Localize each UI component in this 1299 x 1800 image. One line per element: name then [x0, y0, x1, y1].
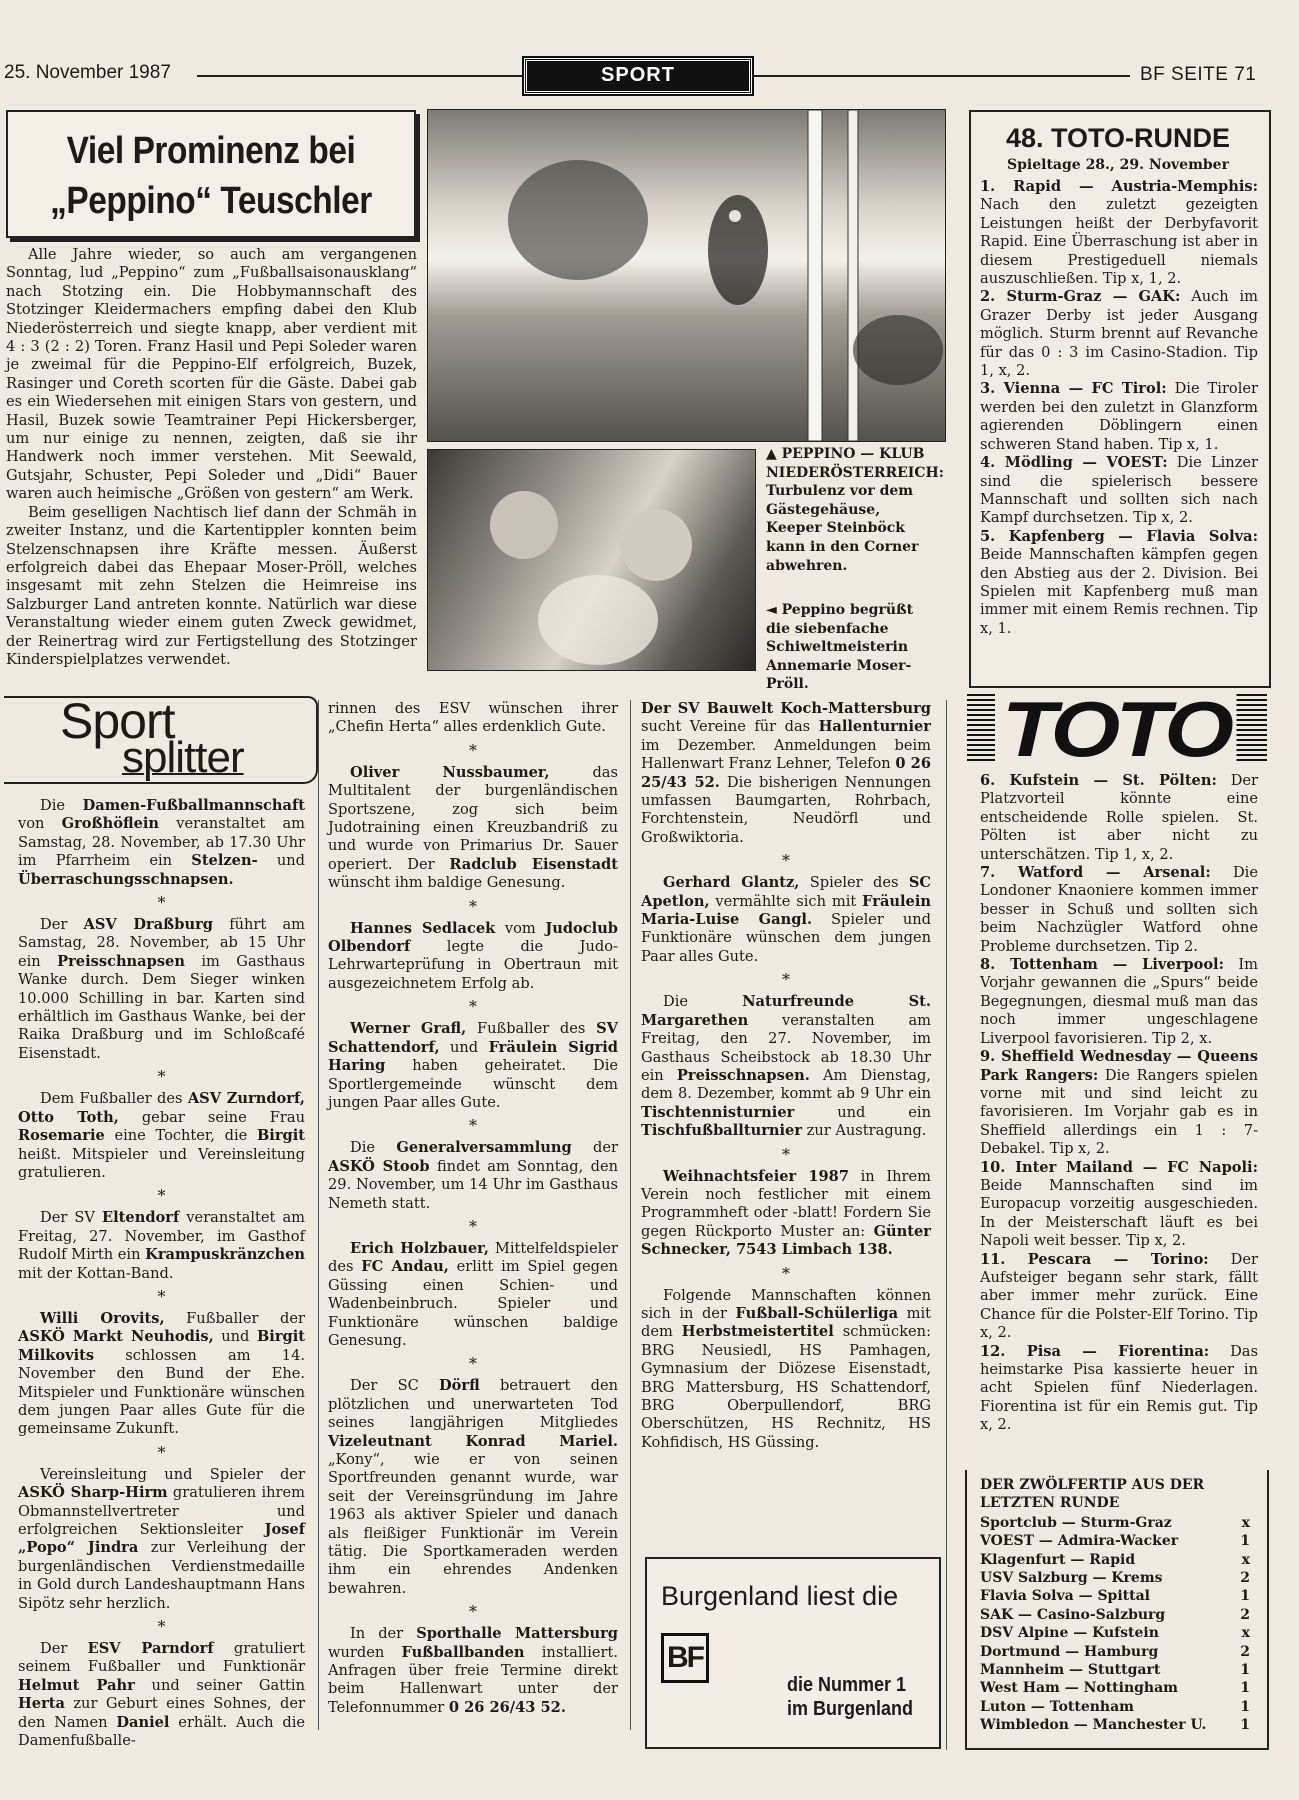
toto-match: 2. Sturm-Graz — GAK: — [980, 288, 1181, 306]
news-item: Erich Holzbauer, Mittelfeldspieler des FC Andau, erlitt im Spiel gegen Güssing einen Schien- und Wadenbeinbruch. Spieler und Funktionäre wünschen baldige Genesung. — [328, 1239, 619, 1349]
news-item: Dem Fußballer des ASV Zurndorf, Otto Toth, gebar seine Frau Rosemarie eine Tochter, die Birgit heißt. Mitspieler und Vereinsleitung gratulieren. — [18, 1090, 305, 1181]
separator-star: * — [782, 1263, 790, 1283]
toto-result-tip: 2 — [1240, 1643, 1250, 1660]
toto-match: 7. Watford — Arsenal: — [980, 864, 1211, 882]
toto-result-tip: x — [1241, 1514, 1250, 1531]
separator-star: * — [469, 896, 477, 916]
toto-result-match: West Ham — Nottingham — [980, 1680, 1178, 1697]
toto-result-tip: 1 — [1240, 1698, 1250, 1715]
ad-slogan-2: im Burgenland — [787, 1698, 914, 1720]
news-item: Hannes Sedlacek vom Judoclub Olbendorf legte die Judo-Lehrwarteprüfung in Obertraun mit ausgezeichnetem Erfolg ab. — [328, 919, 619, 992]
toto-result-match: USV Salzburg — Krems — [980, 1570, 1163, 1587]
separator-star: * — [157, 1442, 166, 1462]
separator-star: * — [157, 893, 166, 913]
sportsplitter-word1: Sport — [60, 693, 175, 749]
toto-match: 4. Mödling — VOEST: — [980, 454, 1168, 472]
ad-tagline: Burgenland liest die — [661, 1581, 899, 1611]
news-item: Der SC Dörfl betrauert den plötzlichen und unerwarteten Tod seines langjährigen Mitgliedes Vizeleutnant Konrad Mariel. „Kony“, wie er von seinen Sportfreunden genannt wurde, war seit der Vereinsgründung im Jahre 1963 als aktiver Spieler und danach als fleißiger Funktionär im Verein tätig. Die Sportkameraden werden ihm ein ehrendes Andenken bewahren. — [328, 1377, 618, 1597]
portrait-scene-graphic — [428, 450, 755, 670]
column-rule — [946, 700, 947, 1750]
toto-result-tip: 1 — [1240, 1588, 1250, 1605]
separator-star: * — [157, 1067, 166, 1087]
separator-star: * — [469, 1602, 477, 1622]
toto-comment: Beide Mannschaften sind im Europacup vorzeitig ausgeschieden. In der Meisterschaft läuft es bei Napoli weit besser. Tip x, 2. — [980, 1176, 1258, 1250]
separator-star: * — [157, 1617, 166, 1637]
separator-star: * — [469, 740, 477, 760]
toto-match: 10. Inter Mailand — FC Napoli: — [980, 1158, 1258, 1176]
toto-result-match: Dortmund — Hamburg — [980, 1643, 1159, 1660]
toto-comment: Beide Mannschaften kämpfen gegen den Abstieg aus der 2. Division. Bei Spielen mit Kapfenberg muß man immer mit einem Remis rechnen. Tip x, 1. — [980, 546, 1258, 637]
news-item: rinnen des ESV wünschen ihrer „Chefin Herta“ alles erdenklich Gute. — [328, 700, 618, 736]
news-item: Vereinsleitung und Spieler der ASKÖ Sharp-Hirm gratulieren ihrem Obmannstellvertreter und erfolgreichen Sektionsleiter Josef „Popo“ Jindra zur Verleihung der burgenländischen Verdienstmedaille in Gold durch Landeshauptmann Hans Sipötz sehr herzlich. — [18, 1465, 305, 1612]
separator-star: * — [469, 1116, 477, 1136]
separator-star: * — [469, 1354, 477, 1374]
lead-paragraph: Beim geselligen Nachtisch lief dann der Schmäh in zweiter Instanz, und die Kartentippler konnten beim Stelzenschnapsen ihre Kräfte messen. Äußerst erfolgreich dabei das Ehepaar Moser-Pröll, welches insgesamt mit zehn Stelzen die Heimreise ins Salzburger Land antreten konnte. Natürlich war diese Veranstaltung wieder einem guten Zweck gewidmet, der Reinertrag wird zur Fertigstellung des Stotzinger Kinderspielplatzes verwendet. — [6, 503, 417, 668]
lead-headline-box — [6, 110, 416, 238]
toto-item — [980, 1048, 1258, 1158]
toto-comment: Die Linzer sind die spielerisch bessere Mannschaft und sollten sich nach Kampf durchsetzen. Tip x, 2. — [980, 454, 1258, 527]
toto-title: 48. TOTO-RUNDE — [1005, 123, 1231, 153]
separator-star: * — [157, 1286, 166, 1306]
toto-result-match: Sportclub — Sturm-Graz — [980, 1514, 1172, 1531]
toto-item — [980, 1251, 1258, 1343]
toto-result-tip: 2 — [1240, 1606, 1250, 1623]
toto-item — [980, 380, 1258, 454]
separator-star: * — [469, 1216, 477, 1236]
toto-result-tip: x — [1241, 1551, 1250, 1568]
toto-match: 8. Tottenham — Liverpool: — [980, 956, 1224, 974]
toto-result-match: Flavia Solva — Spittal — [980, 1588, 1150, 1605]
football-scene-graphic — [428, 110, 945, 441]
toto-match: 6. Kufstein — St. Pölten: — [980, 772, 1217, 789]
toto-match: 1. Rapid — Austria-Memphis: — [980, 178, 1258, 195]
news-item: Die Naturfreunde St. Margarethen veranstalten am Freitag, den 27. November, im Gasthaus Scheibstock ab 18.30 Uhr ein Preisschnapsen. Am Dienstag, dem 8. Dezember, kommt ab 9 Uhr ein Tischtennisturnier und ein Tischfußballturnier zur Austragung. — [641, 993, 931, 1140]
toto-result-tip: x — [1241, 1625, 1250, 1642]
news-item: Der ESV Parndorf gratuliert seinem Fußballer und Funktionär Helmut Pahr und seiner Gattin Herta zur Geburt eines Sohnes, der den Namen Daniel erhält. Auch die Damenfußballe- — [18, 1640, 306, 1750]
news-item: Willi Orovits, Fußballer der ASKÖ Markt Neuhodis, und Birgit Milkovits schlossen am 14. November den Bund der Ehe. Mitspieler und Funktionäre wünschen dem jungen Paar alles Gute für die gemeinsame Zukunft. — [18, 1309, 305, 1438]
issue-date: 25. November 1987 — [4, 62, 171, 83]
news-item: Die Damen-Fußballmannschaft von Großhöflein veranstaltet am Samstag, 28. November, ab 17.30 Uhr im Pfarrheim ein Stelzen- und Überraschungsschnapsen. — [18, 797, 305, 888]
lead-headline-line2: „Peppino“ Teuschler — [50, 180, 372, 222]
toto-result-tip: 1 — [1240, 1717, 1250, 1734]
toto-comment: Das heimstarke Pisa kassierte heuer in acht Spielen fünf Niederlagen. Fiorentina ist für ein Remis gut. Tip x, 2. — [980, 1342, 1258, 1434]
toto-results-title: DER ZWÖLFERTIP AUS DER LETZTEN RUNDE — [980, 1477, 1205, 1512]
toto-result-match: DSV Alpine — Kufstein — [980, 1625, 1159, 1642]
toto-result-match: VOEST — Admira-Wacker — [980, 1533, 1179, 1550]
toto-item — [980, 864, 1258, 956]
news-item: Oliver Nussbaumer, das Multitalent der burgenländischen Sportszene, zog sich beim Judotraining einen Kreuzbandriß zu und wurde von Primarius Dr. Sauer operiert. Der Radclub Eisenstadt wünscht ihm baldige Genesung. — [328, 763, 618, 892]
page-number: BF SEITE 71 — [1140, 64, 1257, 85]
splitter-column-2 — [328, 700, 618, 1717]
news-item: Der ASV Draßburg führt am Samstag, 28. November, ab 15 Uhr ein Preisschnapsen im Gasthaus Wanke durch. Dem Sieger winken 10.000 Schilling in bar. Karten sind erhältlich im Gasthaus Wanke, bei der Raika Draßburg und im Schloßcafé Eisenstadt. — [18, 916, 306, 1062]
news-item: Die Generalversammlung der ASKÖ Stoob findet am Sonntag, den 29. November, um 14 Uhr im Gasthaus Nemeth statt. — [328, 1139, 618, 1212]
toto-result-match: Klagenfurt — Rapid — [980, 1551, 1136, 1568]
lead-body — [6, 246, 417, 669]
section-label: SPORT — [524, 58, 752, 94]
sportsplitter-word2: splitter — [122, 733, 244, 782]
photo-caption-1: ▲ PEPPINO — KLUB NIEDERÖSTERREICH: Turbulenz vor dem Gästegehäuse, Keeper Steinböck kann in den Corner abwehren. — [766, 446, 944, 574]
header-rule-left — [197, 75, 522, 77]
news-item: In der Sporthalle Mattersburg wurden Fußballbanden installiert. Anfragen über freie Termine direkt beim Hallenwart unter der Telefonnummer 0 26 26/43 52. — [328, 1625, 618, 1716]
toto-item — [980, 528, 1258, 638]
toto-match: 12. Pisa — Fiorentina: — [980, 1342, 1210, 1360]
separator-star: * — [782, 970, 790, 990]
photo-peppino-greeting — [427, 449, 756, 671]
toto-item — [980, 178, 1258, 288]
toto-match: 5. Kapfenberg — Flavia Solva: — [980, 527, 1258, 545]
toto-item — [980, 1343, 1258, 1435]
toto-logo — [967, 694, 1267, 764]
toto-result-tip: 1 — [1240, 1662, 1250, 1679]
news-item: Der SV Eltendorf veranstaltet am Freitag, 27. November, im Gasthof Rudolf Mirth ein Krampuskränzchen mit der Kottan-Band. — [18, 1209, 305, 1282]
news-item: Folgende Mannschaften können sich in der Fußball-Schülerliga mit dem Herbstmeistertitel schmücken: BRG Neusiedl, HS Pamhagen, Gymnasium der Diözese Eisenstadt, BRG Mattersburg, HS Schattendorf, BRG Oberpullendorf, BRG Oberschützen, HS Rechnitz, HS Kohfidisch, HS Güssing. — [641, 1286, 932, 1451]
toto-result-match: SAK — Casino-Salzburg — [980, 1606, 1166, 1623]
toto-result-tip: 1 — [1240, 1533, 1250, 1550]
column-rule — [630, 700, 631, 1730]
news-item: Gerhard Glantz, Spieler des SC Apetlon, vermählte sich mit Fräulein Maria-Luise Gangl. Spieler und Funktionäre wünschen dem jungen Paar alles Gute. — [641, 874, 931, 965]
lead-paragraph: Alle Jahre wieder, so auch am vergangenen Sonntag, lud „Peppino“ zum „Fußballsaisonausklang“ nach Stotzing ein. Die Hobbymannschaft des Stotzinger Kleidermachers empfing dabei den Klub Niederösterreich und siegte knapp, aber verdient mit 4 : 3 (2 : 2) Toren. Franz Hasil und Pepi Soleder waren je zweimal für die Peppino-Elf erfolgreich, Buzek, Rasinger und Coreth scorten für die Gäste. Dabei gab es ein Wiedersehen mit einigen Stars von gestern, und Hasil, Buzek sowie Teamtrainer Pepi Hickersberger, um nur einige zu nennen, zeigten, daß sie ihr Handwerk noch immer verstehen. Mit Seewald, Gutsjahr, Schuster, Pepi Soleder und „Didi“ Bauer waren auch heimische „Größen von gestern“ am Werk. — [6, 246, 417, 503]
separator-star: * — [469, 997, 477, 1017]
toto-results-frame — [965, 1470, 1269, 1750]
lead-headline-line1: Viel Prominenz bei — [66, 130, 356, 172]
toto-comment: Nach den zuletzt gezeigten Leistungen heißt der Derbyfavorit Rapid. Eine Überraschung ist aber in diesem Prestigeduell niemals auszuschließen. Tip x, 1, 2. — [980, 196, 1258, 288]
column-rule — [318, 700, 319, 1730]
news-item: Werner Grafl, Fußballer des SV Schattendorf, und Fräulein Sigrid Haring haben geheiratet. Die Sportlergemeinde wünscht dem jungen Paar alles Gute. — [328, 1020, 619, 1111]
toto-match: 3. Vienna — FC Tirol: — [980, 380, 1167, 398]
toto-comment: Der Aufsteiger begann sehr stark, fällt aber immer mehr zurück. Eine Chance für die Polster-Elf Torino. Tip x, 2. — [980, 1250, 1258, 1342]
toto-result-tip: 2 — [1240, 1570, 1250, 1587]
header-rule-right — [752, 75, 1130, 77]
news-item: Der SV Bauwelt Koch-Mattersburg sucht Vereine für das Hallenturnier im Dezember. Anmeldungen beim Hallenwart Franz Lehner, Telefon 0 26 25/43 52. Die bisherigen Nennungen umfassen Baumgarten, Rohrbach, Forchtenstein, Neudörfl und Großwiktoria. — [641, 700, 932, 846]
ad-slogan-1: die Nummer 1 — [787, 1674, 907, 1696]
toto-item — [980, 454, 1258, 528]
toto-result-match: Mannheim — Stuttgart — [980, 1662, 1161, 1679]
splitter-column-3 — [641, 700, 931, 1452]
toto-comment: Die Rangers spielen vorne mit und sind leicht zu favorisieren. Im Vorjahr gab es in Sheffield allerdings ein 1 : 7-Debakel. Tip x, 2. — [980, 1066, 1258, 1158]
toto-list-bottom — [980, 772, 1258, 1435]
toto-comment: Die Tiroler werden bei den zuletzt in Glanzform agierenden Döblingern einen schweren Stand haben. Tip x, 1. — [980, 380, 1258, 453]
toto-item — [980, 288, 1258, 380]
toto-comment: Auch im Grazer Derby ist jeder Ausgang möglich. Sturm brennt auf Revanche für das 0 : 3 im Casino-Stadion. Tip 1, x, 2. — [980, 288, 1259, 380]
toto-comment: Die Londoner Knaoniere kommen immer besser in Schuß und sollten sich beim Nachzügler Watford ohne Probleme durchsetzen. Tip 2. — [980, 864, 1258, 955]
toto-item — [980, 772, 1258, 864]
lead-headline — [32, 112, 389, 226]
sportsplitter-logo — [4, 693, 318, 784]
toto-match: 11. Pescara — Torino: — [980, 1250, 1209, 1268]
bf-logo: BF — [661, 1633, 709, 1683]
toto-comment: Im Vorjahr gewannen die „Spurs“ beide Begegnungen, diesmal muß man das noch immer ungeschlagene Liverpool favorisieren. Tip 2, x. — [980, 956, 1258, 1047]
separator-star: * — [157, 1186, 166, 1206]
toto-logo-text: TOTO — [995, 694, 1236, 764]
toto-result-match: Wimbledon — Manchester U. — [980, 1717, 1207, 1734]
splitter-column-1 — [18, 797, 305, 1750]
toto-item — [980, 1159, 1258, 1251]
toto-list-top — [980, 178, 1258, 638]
toto-match: 9. Sheffield Wednesday — Queens Park Rangers: — [980, 1048, 1258, 1084]
photo-football-action — [427, 109, 946, 442]
bf-advertisement — [645, 1557, 941, 1749]
toto-result-match: Luton — Tottenham — [980, 1698, 1134, 1715]
news-item: Weihnachtsfeier 1987 in Ihrem Verein noch festlicher mit einem Programmheft oder -blatt! Fordern Sie gegen Rückporto Muster an: Günter Schnecker, 7543 Limbach 138. — [641, 1167, 931, 1259]
toto-subtitle: Spieltage 28., 29. November — [1007, 157, 1229, 173]
toto-comment: Der Platzvorteil könnte eine entscheidende Rolle spielen. St. Pölten ist aber nicht zu unterschätzen. Tip 1, x, 2. — [980, 772, 1259, 863]
toto-item — [980, 956, 1258, 1048]
separator-star: * — [782, 1144, 790, 1164]
photo-caption-2: ◄ Peppino begrüßt die siebenfache Schiweltmeisterin Annemarie Moser-Pröll. — [766, 602, 914, 693]
toto-result-tip: 1 — [1240, 1680, 1250, 1697]
separator-star: * — [782, 851, 790, 871]
